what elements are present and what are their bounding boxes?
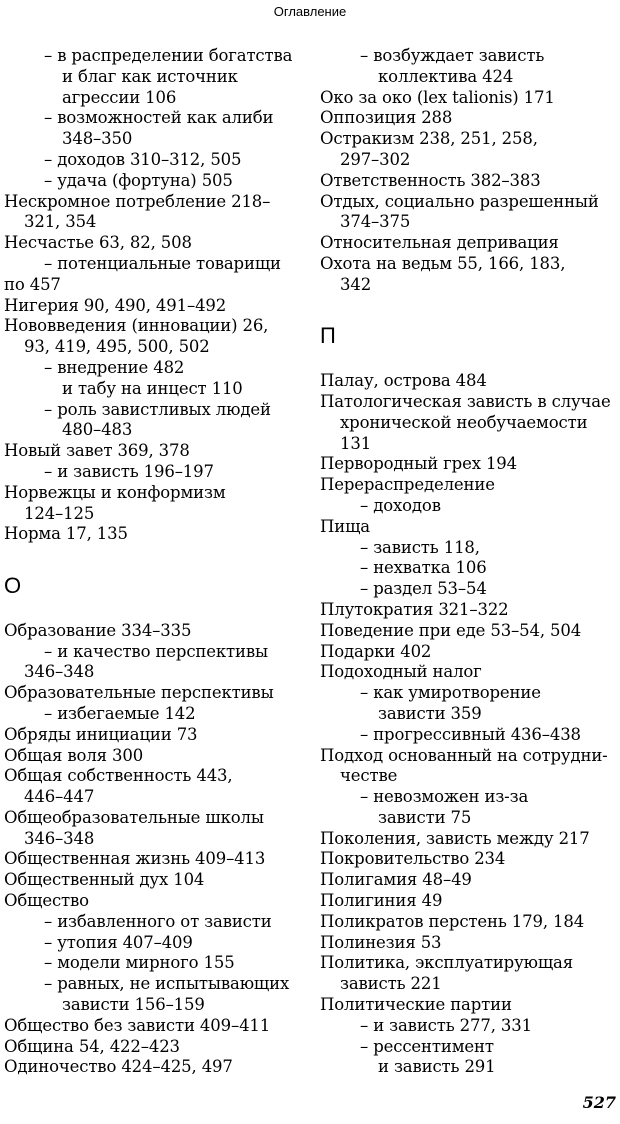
index-entry: Норма 17, 135: [4, 524, 128, 544]
index-entry: Полинезия 53: [320, 932, 442, 952]
index-entry: Пища: [320, 516, 370, 536]
index-subentry: 446–447: [24, 787, 95, 807]
index-entry: Общественный дух 104: [4, 870, 205, 890]
index-subentry: – роль завистливых людей: [44, 399, 271, 419]
index-subentry: 124–125: [24, 503, 95, 523]
index-subentry: агрессии 106: [62, 87, 177, 107]
index-entry: Общеобразовательные школы: [4, 807, 264, 827]
index-subentry: – невозможен из-за: [360, 787, 529, 807]
index-entry: Полигамия 48–49: [320, 870, 472, 890]
index-subentry: зависти 359: [378, 703, 482, 723]
index-subentry: – в распределении богатства: [44, 46, 293, 65]
index-entry: Общая воля 300: [4, 745, 144, 765]
index-subentry: – нехватка 106: [360, 558, 487, 578]
section-letter-heading: О: [4, 572, 22, 598]
index-subentry: и зависть 291: [378, 1057, 496, 1077]
index-entry: Полигиния 49: [320, 891, 443, 911]
index-entry: Общественная жизнь 409–413: [4, 849, 266, 869]
index-entry: Патологическая зависть в случае: [320, 391, 611, 411]
index-subentry: и табу на инцест 110: [62, 378, 243, 398]
index-entry: Новый завет 369, 378: [4, 441, 190, 461]
index-entry: Относительная депривация: [320, 233, 559, 253]
index-entry: Палау, острова 484: [320, 371, 487, 391]
index-entry: Остракизм 238, 251, 258,: [320, 129, 538, 149]
page-number: 527: [582, 1093, 616, 1112]
index-entry: Оппозиция 288: [320, 108, 453, 128]
index-entry: Плутократия 321–322: [320, 599, 509, 619]
index-entry: Око за око (lex talionis) 171: [320, 87, 555, 107]
index-subentry: – равных, не испытывающих: [44, 974, 290, 994]
index-entry: Общество без зависти 409–411: [4, 1015, 271, 1035]
index-entry: Политические партии: [320, 995, 512, 1015]
index-subentry: – и зависть 196–197: [44, 461, 214, 481]
index-subentry: 297–302: [340, 149, 411, 169]
index-subentry: – потенциальные товарищи: [44, 253, 281, 273]
index-subentry: коллектива 424: [378, 66, 514, 86]
index-subentry: 348–350: [62, 129, 133, 149]
index-subentry: – доходов 310–312, 505: [44, 149, 242, 169]
index-entry: Первородный грех 194: [320, 454, 517, 474]
index-column-left: [4, 46, 304, 1078]
index-subentry: – и зависть 277, 331: [360, 1015, 532, 1035]
index-entry: Нововведения (инновации) 26,: [4, 316, 269, 336]
index-entry: Политика, эксплуатирующая: [320, 953, 573, 973]
index-subentry: зависть 221: [340, 974, 442, 994]
index-entry: Поликратов перстень 179, 184: [320, 911, 585, 931]
section-gap: [320, 350, 616, 371]
index-entry: Норвежцы и конформизм: [4, 482, 226, 502]
index-subentry: – избегаемые 142: [44, 703, 196, 723]
index-entry: Покровительство 234: [320, 849, 506, 869]
index-subentry: и благ как источник: [62, 66, 238, 86]
running-header: Оглавление: [273, 4, 347, 19]
index-subentry: – зависть 118,: [360, 537, 480, 557]
index-subentry: – возможностей как алиби: [44, 108, 274, 128]
index-entry: Перераспределение: [320, 475, 495, 495]
index-subentry: 321, 354: [24, 212, 97, 232]
index-entry: по 457: [4, 274, 61, 294]
index-column-right: [320, 46, 616, 1078]
index-subentry: 131: [340, 433, 372, 453]
index-entry: Нескромное потребление 218–: [4, 191, 271, 211]
index-subentry: – избавленного от зависти: [44, 911, 272, 931]
index-entry: Ответственность 382–383: [320, 170, 541, 190]
index-subentry: зависти 156–159: [62, 995, 205, 1015]
index-entry: Подход основанный на сотрудни-: [320, 745, 608, 765]
section-letter-heading: П: [320, 323, 336, 349]
index-subentry: – доходов: [360, 495, 441, 515]
index-subentry: – модели мирного 155: [44, 953, 235, 973]
index-entry: Община 54, 422–423: [4, 1036, 180, 1056]
index-entry: Несчастье 63, 82, 508: [4, 233, 192, 253]
index-subentry: 346–348: [24, 828, 95, 848]
index-subentry: зависти 75: [378, 807, 472, 827]
index-subentry: – возбуждает зависть: [360, 46, 545, 65]
index-entry: Поведение при еде 53–54, 504: [320, 620, 582, 640]
index-subentry: 342: [340, 274, 372, 294]
index-entry: Общество: [4, 891, 89, 911]
index-entry: Образовательные перспективы: [4, 683, 274, 703]
index-subentry: – раздел 53–54: [360, 579, 487, 599]
index-subentry: хронической необучаемости: [340, 412, 588, 432]
index-entry: Охота на ведьм 55, 166, 183,: [320, 253, 566, 273]
index-entry: Поколения, зависть между 217: [320, 828, 590, 848]
index-entry: Подоходный налог: [320, 662, 482, 682]
index-subentry: – и качество перспективы: [44, 641, 268, 661]
index-subentry: – внедрение 482: [44, 357, 185, 377]
index-subentry: честве: [340, 766, 398, 786]
index-subentry: – утопия 407–409: [44, 932, 193, 952]
index-subentry: – рессентимент: [360, 1036, 494, 1056]
index-subentry: 480–483: [62, 420, 133, 440]
section-gap: [4, 600, 304, 621]
section-gap: [4, 545, 304, 566]
index-entry: Обряды инициации 73: [4, 724, 198, 744]
index-subentry: 374–375: [340, 212, 411, 232]
index-entry: Одиночество 424–425, 497: [4, 1057, 233, 1077]
index-entry: Образование 334–335: [4, 620, 192, 640]
index-entry: Отдых, социально разрешенный: [320, 191, 599, 211]
index-entry: Общая собственность 443,: [4, 766, 233, 786]
index-subentry: 93, 419, 495, 500, 502: [24, 337, 210, 357]
index-entry: Подарки 402: [320, 641, 432, 661]
index-subentry: – прогрессивный 436–438: [360, 724, 581, 744]
section-gap: [320, 296, 616, 317]
index-subentry: 346–348: [24, 662, 95, 682]
index-subentry: – удача (фортуна) 505: [44, 170, 233, 190]
index-subentry: – как умиротворение: [360, 683, 541, 703]
index-entry: Нигерия 90, 490, 491–492: [4, 295, 227, 315]
